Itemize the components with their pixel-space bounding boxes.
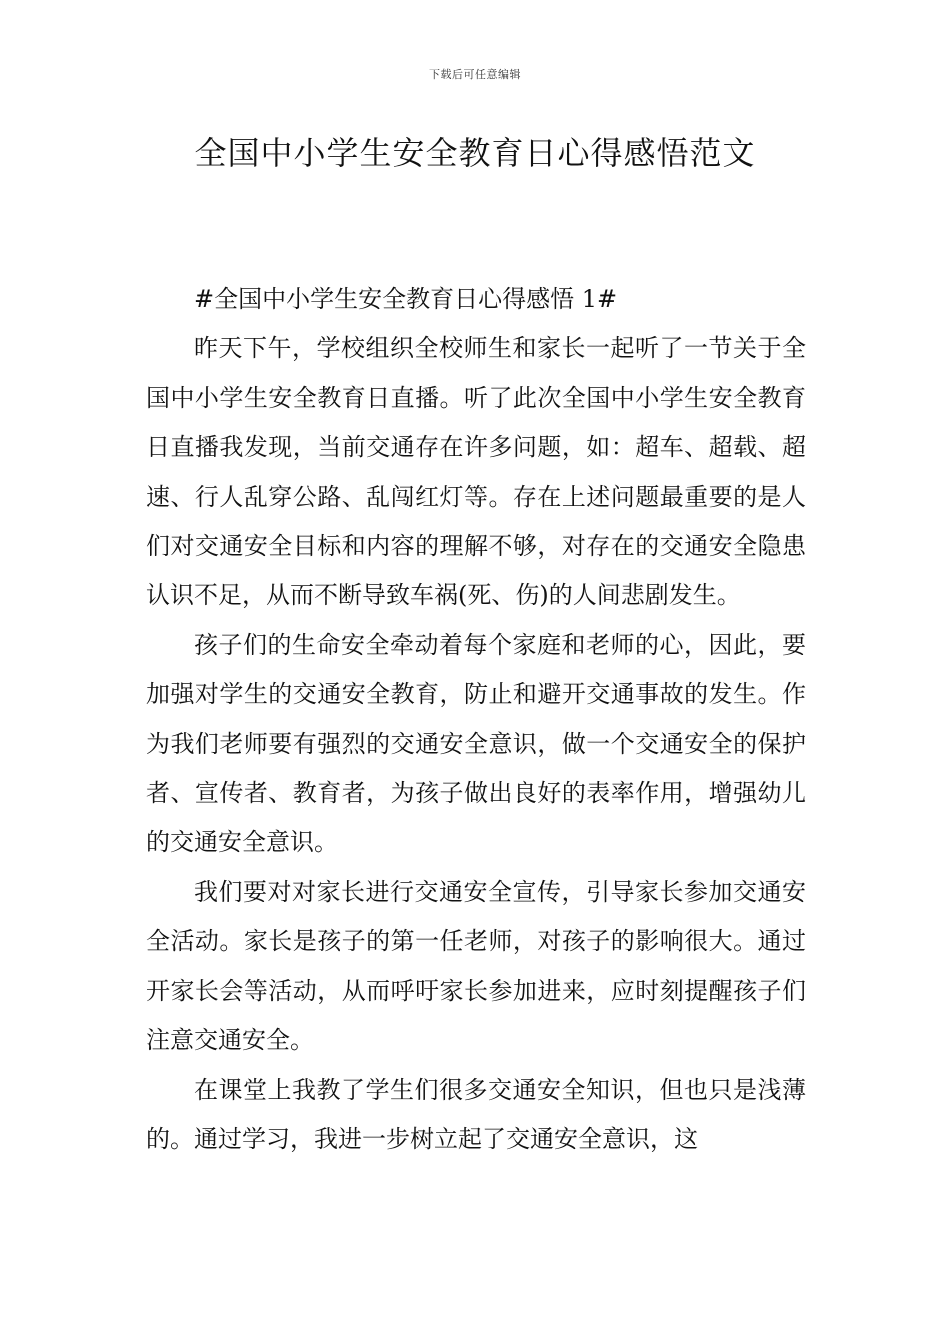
- section-heading: #全国中小学生安全教育日心得感悟 1#: [194, 285, 618, 313]
- paragraph-4: 在课堂上我教了学生们很多交通安全知识，但也只是浅薄的。通过学习，我进一步树立起了交通安全意识，这: [146, 1075, 806, 1153]
- paragraph-1: 昨天下午，学校组织全校师生和家长一起听了一节关于全国中小学生安全教育日直播。听了此次全国中小学生安全教育日直播我发现，当前交通存在许多问题，如：超车、超载、超速、行人乱穿公路、乱闯红灯等。存在上述问题最重要的是人们对交通安全目标和内容的理解不够，对存在的交通安全隐患认识不足，从而不断导致车祸(死、伤)的人间悲剧发生。: [146, 334, 806, 610]
- header-note: 下载后可任意编辑: [429, 68, 521, 81]
- paragraph-2: 孩子们的生命安全牵动着每个家庭和老师的心，因此，要加强对学生的交通安全教育，防止和避开交通事故的发生。作为我们老师要有强烈的交通安全意识，做一个交通安全的保护者、宣传者、教育者，为孩子做出良好的表率作用，增强幼儿的交通安全意识。: [146, 630, 806, 857]
- paragraph-3: 我们要对对家长进行交通安全宣传，引导家长参加交通安全活动。家长是孩子的第一任老师，对孩子的影响很大。通过开家长会等活动，从而呼吁家长参加进来，应时刻提醒孩子们注意交通安全。: [146, 877, 806, 1055]
- document-body: [146, 275, 806, 1164]
- document-title: 全国中小学生安全教育日心得感悟范文: [194, 134, 756, 172]
